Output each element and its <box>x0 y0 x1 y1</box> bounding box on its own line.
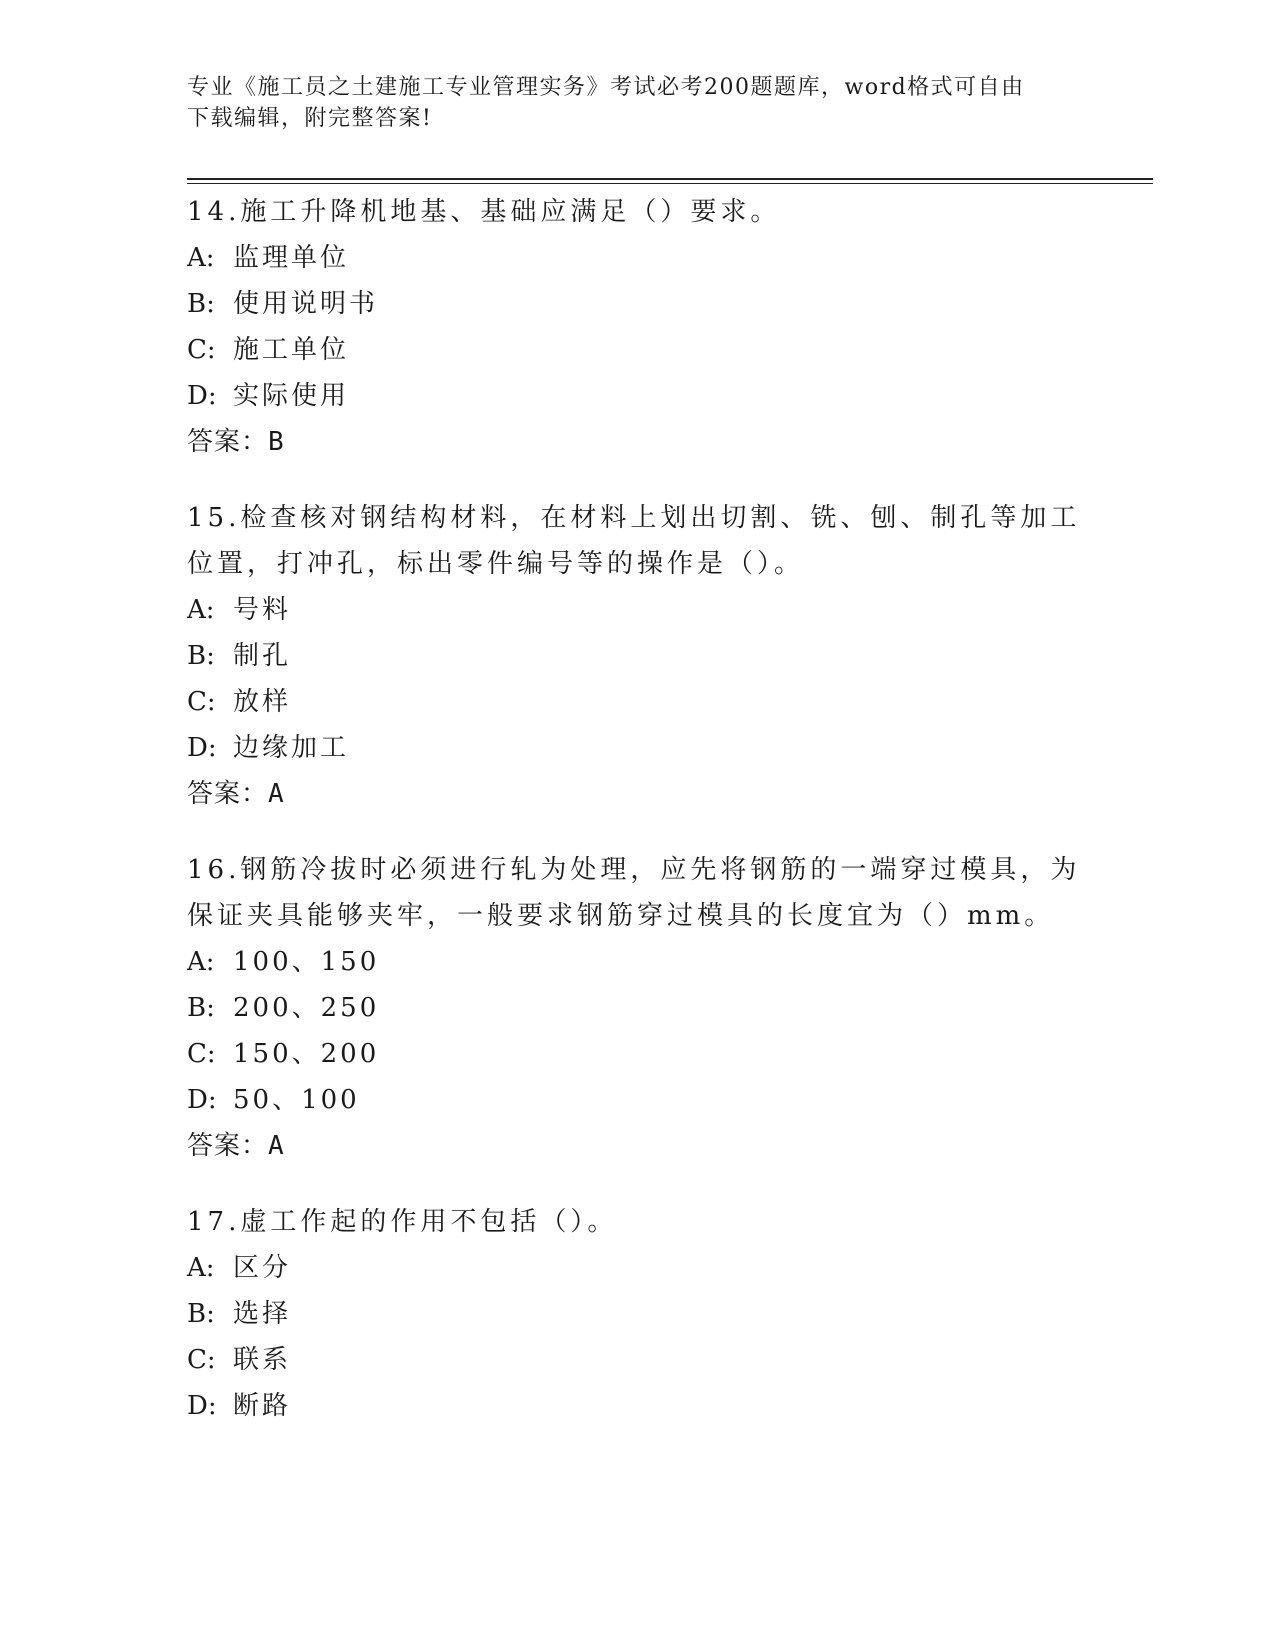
option-text: 断路 <box>233 1391 292 1421</box>
option-text: 施工单位 <box>233 335 350 365</box>
header-line-1: 专业《施工员之土建施工专业管理实务》考试必考200题题库，word格式可自由 <box>187 75 1025 100</box>
option-b <box>187 985 1087 1031</box>
answer-line <box>187 1123 1087 1169</box>
option-a <box>187 587 1087 633</box>
option-b <box>187 633 1087 679</box>
option-letter: A: <box>187 947 215 977</box>
document-header <box>187 72 1087 134</box>
option-d <box>187 373 1087 419</box>
option-a <box>187 1245 1087 1291</box>
option-letter: A: <box>187 1253 215 1283</box>
answer-value: B <box>268 427 285 457</box>
option-letter: D: <box>187 381 217 411</box>
question-list <box>187 189 1087 1459</box>
question-stem: 16.钢筋冷拔时必须进行轧为处理，应先将钢筋的一端穿过模具，为保证夹具能够夹牢，一般要求钢筋穿过模具的长度宜为（）mm。 <box>187 855 1081 931</box>
option-text: 号料 <box>233 595 292 625</box>
option-c <box>187 1031 1087 1077</box>
question-stem: 15.检查核对钢结构材料，在材料上划出切割、铣、刨、制孔等加工位置，打冲孔，标出零件编号等的操作是（）。 <box>187 503 1081 579</box>
header-divider-thick <box>187 178 1153 180</box>
question-stem: 17.虚工作起的作用不包括（）。 <box>187 1207 618 1237</box>
option-d <box>187 725 1087 771</box>
question-16 <box>187 847 1087 1169</box>
option-c <box>187 327 1087 373</box>
option-text: 选择 <box>233 1299 292 1329</box>
answer-label: 答案： <box>187 1131 269 1161</box>
option-letter: C: <box>187 687 216 717</box>
option-text: 150、200 <box>233 1039 380 1069</box>
option-text: 放样 <box>233 687 292 717</box>
option-text: 实际使用 <box>233 381 350 411</box>
option-text: 使用说明书 <box>233 289 379 319</box>
option-letter: C: <box>187 1039 216 1069</box>
option-text: 监理单位 <box>233 243 350 273</box>
option-letter: D: <box>187 1391 217 1421</box>
answer-label: 答案： <box>187 427 269 457</box>
header-divider-thin <box>187 183 1153 184</box>
option-text: 联系 <box>233 1345 292 1375</box>
option-letter: D: <box>187 733 217 763</box>
option-text: 200、250 <box>233 993 380 1023</box>
option-letter: B: <box>187 1299 215 1329</box>
header-line-2: 下载编辑，附完整答案! <box>187 106 433 131</box>
question-17 <box>187 1199 1087 1429</box>
question-14 <box>187 189 1087 465</box>
option-letter: D: <box>187 1085 217 1115</box>
option-text: 区分 <box>233 1253 292 1283</box>
option-letter: B: <box>187 993 215 1023</box>
answer-line <box>187 419 1087 465</box>
option-letter: B: <box>187 289 215 319</box>
question-stem: 14.施工升降机地基、基础应满足（）要求。 <box>187 197 781 227</box>
option-letter: C: <box>187 1345 216 1375</box>
answer-value: A <box>268 1131 285 1161</box>
option-d <box>187 1383 1087 1429</box>
option-c <box>187 1337 1087 1383</box>
option-text: 50、100 <box>233 1085 360 1115</box>
option-letter: A: <box>187 595 215 625</box>
option-a <box>187 235 1087 281</box>
option-text: 边缘加工 <box>233 733 350 763</box>
option-b <box>187 281 1087 327</box>
option-letter: B: <box>187 641 215 671</box>
answer-label: 答案： <box>187 779 269 809</box>
question-15 <box>187 495 1087 817</box>
option-letter: A: <box>187 243 215 273</box>
option-c <box>187 679 1087 725</box>
answer-line <box>187 771 1087 817</box>
answer-value: A <box>268 779 285 809</box>
option-a <box>187 939 1087 985</box>
option-text: 制孔 <box>233 641 292 671</box>
option-letter: C: <box>187 335 216 365</box>
option-b <box>187 1291 1087 1337</box>
option-d <box>187 1077 1087 1123</box>
option-text: 100、150 <box>233 947 380 977</box>
